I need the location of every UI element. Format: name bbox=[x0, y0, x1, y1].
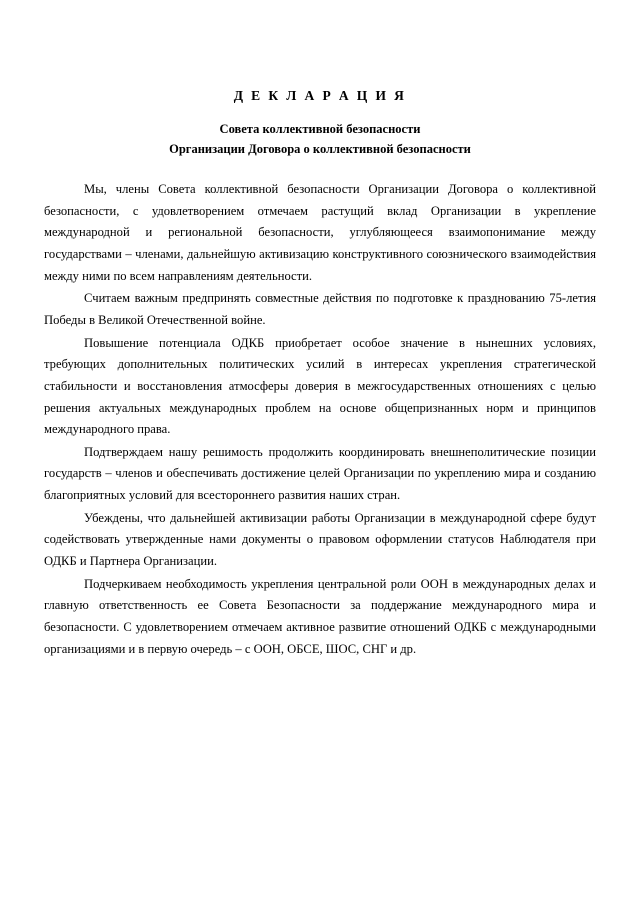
body-paragraph: Подтверждаем нашу решимость продолжить координировать внешнеполитические позиции государств – членов и обеспечивать достижение целей Организации по укреплению мира и созданию благоприятных условий для всестороннего развития наших стран. bbox=[44, 444, 596, 503]
body-paragraph: Повышение потенциала ОДКБ приобретает особое значение в нынешних условиях, требующих дополнительных политических усилий в интересах укрепления стратегической стабильности и восстановления атмосферы доверия в межгосударственных отношениях с целью решения актуальных международных проблем на основе общепризнанных норм и принципов международного права. bbox=[44, 335, 596, 437]
body-paragraph: Считаем важным предпринять совместные действия по подготовке к празднованию 75-летия Победы в Великой Отечественной войне. bbox=[44, 291, 596, 327]
document-subtitle-line-1: Совета коллективной безопасности bbox=[219, 122, 421, 137]
body-paragraph: Подчеркиваем необходимость укрепления центральной роли ООН в международных делах и главную ответственность ее Совета Безопасности за поддержание международного мира и безопасности. С удовлетворением отмечаем активное развитие отношений ОДКБ с международными организациями и в первую очередь – с ООН, ОБСЕ, ШОС, СНГ и др. bbox=[44, 576, 596, 656]
document-subtitle-line-2: Организации Договора о коллективной безопасности bbox=[169, 141, 471, 156]
document-body bbox=[44, 179, 596, 660]
body-paragraph: Убеждены, что дальнейшей активизации работы Организации в международной сфере будут содействовать утвержденные нами документы о правовом оформлении статусов Наблюдателя при ОДКБ и Партнера Организации. bbox=[44, 510, 596, 569]
document-subtitle bbox=[44, 120, 596, 159]
document-title: Д Е К Л А Р А Ц И Я bbox=[233, 88, 407, 103]
body-paragraph: Мы, члены Совета коллективной безопасности Организации Договора о коллективной безопасности, с удовлетворением отмечаем растущий вклад Организации в укрепление международной и региональной безопасности, углубляющееся взаимопонимание между государствами – членами, дальнейшую активизацию конструктивного союзнического взаимодействия между ними по всем направлениям деятельности. bbox=[44, 181, 596, 283]
